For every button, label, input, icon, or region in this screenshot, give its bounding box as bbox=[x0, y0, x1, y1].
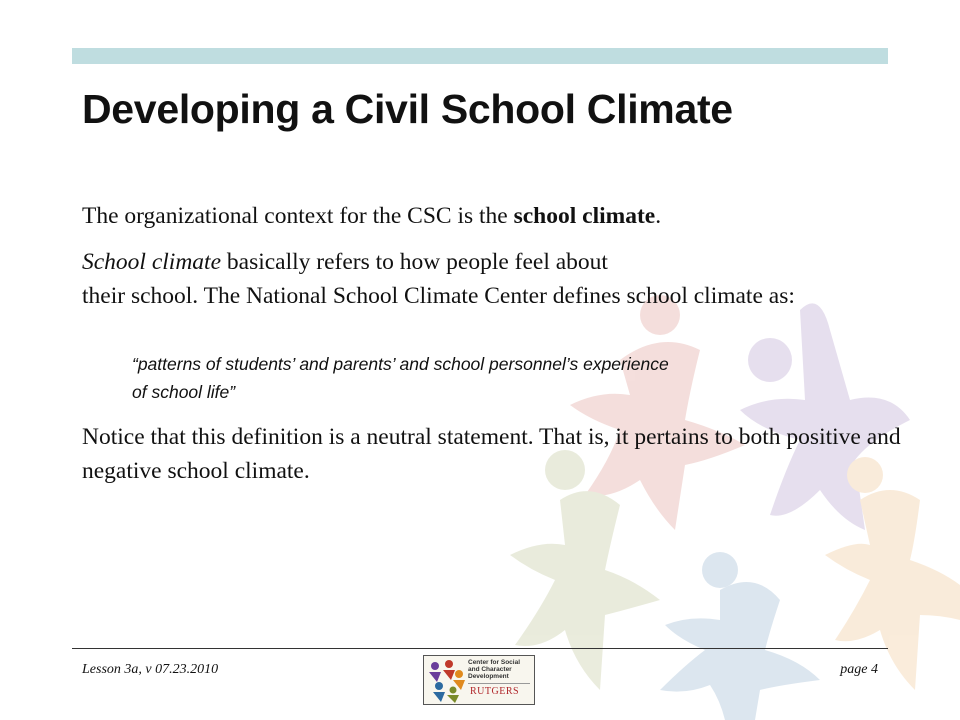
logo-brand: RUTGERS bbox=[470, 686, 520, 697]
paragraph-neutral: Notice that this definition is a neutral statement. That is, it pertains to both positive and negative school climate. bbox=[82, 424, 901, 484]
paragraph-context-post: . bbox=[655, 203, 662, 229]
logo-text-line3: Development bbox=[468, 673, 509, 680]
paragraph-context-bold: school climate bbox=[513, 203, 656, 229]
footer-lesson-version: Lesson 3a, v 07.23.2010 bbox=[82, 662, 219, 677]
paragraph-definition-line1: basically refers to how people feel about bbox=[221, 249, 608, 275]
figure-blue bbox=[660, 582, 820, 720]
figure-orange bbox=[825, 490, 960, 690]
footer-divider bbox=[72, 648, 888, 649]
paragraph-context bbox=[82, 199, 902, 233]
cscd-rutgers-logo bbox=[423, 655, 535, 705]
definition-quote bbox=[132, 350, 892, 406]
logo-text-line2: and Character bbox=[468, 666, 512, 673]
paragraph-context-pre: The organizational context for the CSC is the bbox=[82, 203, 514, 229]
definition-quote-line1: “patterns of students’ and parents’ and school personnel’s experience bbox=[132, 354, 669, 374]
footer-page-number: page 4 bbox=[840, 662, 878, 677]
logo-figures-icon bbox=[425, 656, 469, 704]
paragraph-definition-rest: their school. The National School Climate Center defines school climate as: bbox=[82, 283, 795, 309]
background-figures-watermark bbox=[470, 270, 960, 720]
top-accent-bar bbox=[72, 48, 888, 64]
slide-title: Developing a Civil School Climate bbox=[82, 86, 733, 132]
paragraph-definition bbox=[82, 245, 902, 313]
logo-divider bbox=[468, 683, 530, 684]
definition-quote-line2: of school life” bbox=[132, 382, 236, 402]
figure-blue-head bbox=[702, 552, 738, 588]
paragraph-definition-italic: School climate bbox=[82, 249, 222, 275]
logo-text-line1: Center for Social bbox=[468, 659, 521, 666]
logo-text bbox=[468, 659, 532, 680]
